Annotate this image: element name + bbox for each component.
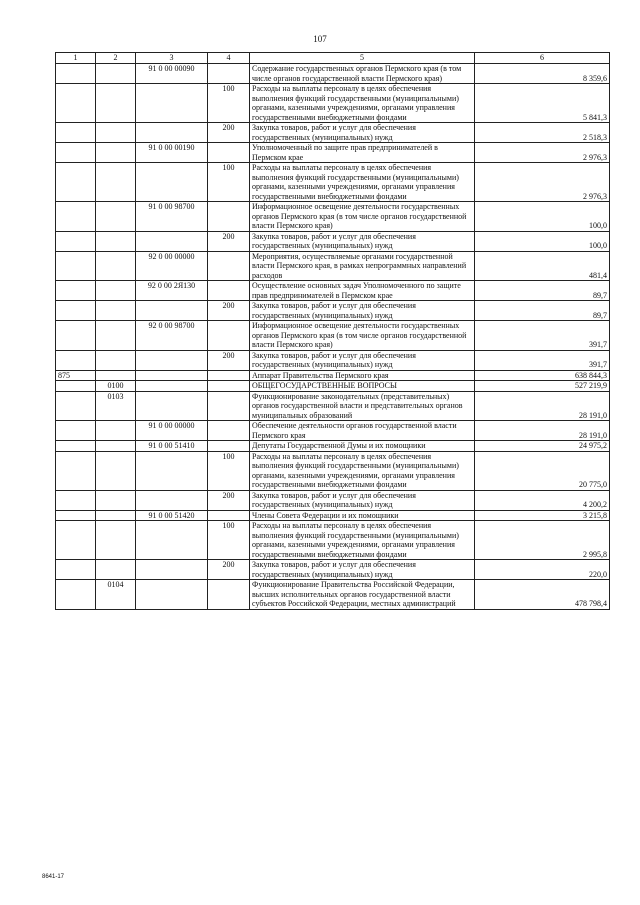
expense-type-cell: 100 <box>208 84 250 123</box>
target-article-cell: 91 0 00 51410 <box>136 441 208 452</box>
amount-cell: 527 219,9 <box>475 381 610 392</box>
expense-type-cell <box>208 202 250 232</box>
expense-type-cell: 200 <box>208 301 250 321</box>
table-row <box>56 451 610 490</box>
description-cell: ОБЩЕГОСУДАРСТВЕННЫЕ ВОПРОСЫ <box>250 381 475 392</box>
subsection-code-cell <box>96 251 136 281</box>
section-code-cell <box>56 350 96 370</box>
target-article-cell <box>136 451 208 490</box>
table-row <box>56 231 610 251</box>
page-number: 107 <box>313 34 327 44</box>
expense-type-cell <box>208 381 250 392</box>
description-cell: Расходы на выплаты персоналу в целях обеспечения выполнения функций государственными (муниципальными) органами, казенными учреждениями, органами управления государственными внебюджетными фондами <box>250 163 475 202</box>
table-row <box>56 490 610 510</box>
target-article-cell <box>136 123 208 143</box>
section-code-cell <box>56 521 96 560</box>
target-article-cell: 92 0 00 2Я130 <box>136 281 208 301</box>
budget-table <box>55 52 610 610</box>
header-cell: 2 <box>96 53 136 64</box>
table-row <box>56 521 610 560</box>
expense-type-cell <box>208 580 250 610</box>
subsection-code-cell <box>96 123 136 143</box>
subsection-code-cell <box>96 370 136 381</box>
table-row <box>56 202 610 232</box>
section-code-cell <box>56 441 96 452</box>
expense-type-cell: 100 <box>208 451 250 490</box>
section-code-cell <box>56 381 96 392</box>
section-code-cell <box>56 510 96 521</box>
target-article-cell <box>136 521 208 560</box>
description-cell: Содержание государственных органов Пермского края (в том числе органов государственной власти Пермского края) <box>250 64 475 84</box>
target-article-cell <box>136 350 208 370</box>
expense-type-cell <box>208 143 250 163</box>
expense-type-cell <box>208 281 250 301</box>
expense-type-cell <box>208 421 250 441</box>
expense-type-cell: 200 <box>208 490 250 510</box>
subsection-code-cell: 0104 <box>96 580 136 610</box>
amount-cell: 2 976,3 <box>475 163 610 202</box>
amount-cell: 89,7 <box>475 281 610 301</box>
description-cell: Депутаты Государственной Думы и их помощники <box>250 441 475 452</box>
description-cell: Осуществление основных задач Уполномоченного по защите прав предпринимателей в Пермском крае <box>250 281 475 301</box>
target-article-cell <box>136 301 208 321</box>
target-article-cell <box>136 580 208 610</box>
amount-cell: 20 775,0 <box>475 451 610 490</box>
table-row <box>56 123 610 143</box>
section-code-cell <box>56 123 96 143</box>
description-cell: Функционирование Правительства Российской Федерации, высших исполнительных органов государственной власти субъектов Российской Федерации, местных администраций <box>250 580 475 610</box>
section-code-cell <box>56 143 96 163</box>
expense-type-cell <box>208 441 250 452</box>
target-article-cell <box>136 163 208 202</box>
header-cell: 4 <box>208 53 250 64</box>
amount-cell: 2 976,3 <box>475 143 610 163</box>
document-code: 8641-17 <box>42 874 65 880</box>
section-code-cell <box>56 202 96 232</box>
table-row <box>56 163 610 202</box>
subsection-code-cell <box>96 163 136 202</box>
target-article-cell: 91 0 00 00190 <box>136 143 208 163</box>
expense-type-cell: 200 <box>208 560 250 580</box>
description-cell: Информационное освещение деятельности государственных органов Пермского края (в том числе органов государственной власти Пермского края) <box>250 321 475 351</box>
target-article-cell <box>136 381 208 392</box>
subsection-code-cell <box>96 490 136 510</box>
table-row <box>56 381 610 392</box>
header-cell: 3 <box>136 53 208 64</box>
target-article-cell <box>136 231 208 251</box>
subsection-code-cell <box>96 301 136 321</box>
amount-cell: 2 995,8 <box>475 521 610 560</box>
table-row <box>56 421 610 441</box>
amount-cell: 8 359,6 <box>475 64 610 84</box>
section-code-cell <box>56 321 96 351</box>
expense-type-cell <box>208 510 250 521</box>
amount-cell: 100,0 <box>475 231 610 251</box>
expense-type-cell: 100 <box>208 163 250 202</box>
subsection-code-cell <box>96 451 136 490</box>
table-row <box>56 510 610 521</box>
amount-cell: 478 798,4 <box>475 580 610 610</box>
section-code-cell <box>56 251 96 281</box>
subsection-code-cell <box>96 84 136 123</box>
section-code-cell <box>56 231 96 251</box>
description-cell: Закупка товаров, работ и услуг для обеспечения государственных (муниципальных) нужд <box>250 350 475 370</box>
section-code-cell <box>56 84 96 123</box>
description-cell: Информационное освещение деятельности государственных органов Пермского края (в том числе органов государственной власти Пермского края) <box>250 202 475 232</box>
amount-cell: 28 191,0 <box>475 391 610 421</box>
target-article-cell <box>136 391 208 421</box>
amount-cell: 89,7 <box>475 301 610 321</box>
subsection-code-cell <box>96 202 136 232</box>
target-article-cell <box>136 370 208 381</box>
subsection-code-cell <box>96 350 136 370</box>
expense-type-cell: 200 <box>208 350 250 370</box>
subsection-code-cell <box>96 560 136 580</box>
target-article-cell: 92 0 00 98700 <box>136 321 208 351</box>
target-article-cell: 91 0 00 51420 <box>136 510 208 521</box>
description-cell: Уполномоченный по защите прав предпринимателей в Пермском крае <box>250 143 475 163</box>
subsection-code-cell <box>96 281 136 301</box>
table-row <box>56 84 610 123</box>
amount-cell: 391,7 <box>475 321 610 351</box>
table-row <box>56 143 610 163</box>
expense-type-cell <box>208 321 250 351</box>
section-code-cell <box>56 391 96 421</box>
expense-type-cell <box>208 64 250 84</box>
description-cell: Обеспечение деятельности органов государственной власти Пермского края <box>250 421 475 441</box>
target-article-cell <box>136 84 208 123</box>
section-code-cell <box>56 451 96 490</box>
expense-type-cell <box>208 391 250 421</box>
subsection-code-cell <box>96 510 136 521</box>
amount-cell: 391,7 <box>475 350 610 370</box>
description-cell: Закупка товаров, работ и услуг для обеспечения государственных (муниципальных) нужд <box>250 301 475 321</box>
header-cell: 6 <box>475 53 610 64</box>
target-article-cell: 91 0 00 00000 <box>136 421 208 441</box>
section-code-cell <box>56 301 96 321</box>
expense-type-cell: 200 <box>208 123 250 143</box>
table-row <box>56 560 610 580</box>
amount-cell: 4 200,2 <box>475 490 610 510</box>
amount-cell: 2 518,3 <box>475 123 610 143</box>
description-cell: Аппарат Правительства Пермского края <box>250 370 475 381</box>
section-code-cell <box>56 163 96 202</box>
description-cell: Мероприятия, осуществляемые органами государственной власти Пермского края, в рамках непрограммных направлений расходов <box>250 251 475 281</box>
subsection-code-cell <box>96 231 136 251</box>
description-cell: Закупка товаров, работ и услуг для обеспечения государственных (муниципальных) нужд <box>250 123 475 143</box>
subsection-code-cell <box>96 64 136 84</box>
target-article-cell: 91 0 00 00090 <box>136 64 208 84</box>
table-row <box>56 321 610 351</box>
table-row <box>56 370 610 381</box>
header-cell: 5 <box>250 53 475 64</box>
description-cell: Закупка товаров, работ и услуг для обеспечения государственных (муниципальных) нужд <box>250 560 475 580</box>
description-cell: Закупка товаров, работ и услуг для обеспечения государственных (муниципальных) нужд <box>250 490 475 510</box>
section-code-cell <box>56 64 96 84</box>
description-cell: Расходы на выплаты персоналу в целях обеспечения выполнения функций государственными (муниципальными) органами, казенными учреждениями, органами управления государственными внебюджетными фондами <box>250 451 475 490</box>
table-row <box>56 391 610 421</box>
subsection-code-cell <box>96 143 136 163</box>
target-article-cell: 91 0 00 98700 <box>136 202 208 232</box>
description-cell: Члены Совета Федерации и их помощники <box>250 510 475 521</box>
amount-cell: 3 215,8 <box>475 510 610 521</box>
amount-cell: 28 191,0 <box>475 421 610 441</box>
expense-type-cell <box>208 370 250 381</box>
table-row <box>56 301 610 321</box>
table-header-row <box>56 53 610 64</box>
subsection-code-cell <box>96 421 136 441</box>
subsection-code-cell: 0100 <box>96 381 136 392</box>
description-cell: Закупка товаров, работ и услуг для обеспечения государственных (муниципальных) нужд <box>250 231 475 251</box>
amount-cell: 100,0 <box>475 202 610 232</box>
header-cell: 1 <box>56 53 96 64</box>
amount-cell: 5 841,3 <box>475 84 610 123</box>
section-code-cell <box>56 560 96 580</box>
table-row <box>56 580 610 610</box>
section-code-cell: 875 <box>56 370 96 381</box>
section-code-cell <box>56 421 96 441</box>
expense-type-cell: 200 <box>208 231 250 251</box>
subsection-code-cell <box>96 441 136 452</box>
table-row <box>56 441 610 452</box>
target-article-cell: 92 0 00 00000 <box>136 251 208 281</box>
table-row <box>56 350 610 370</box>
description-cell: Расходы на выплаты персоналу в целях обеспечения выполнения функций государственными (муниципальными) органами, казенными учреждениями, органами управления государственными внебюджетными фондами <box>250 521 475 560</box>
section-code-cell <box>56 281 96 301</box>
amount-cell: 481,4 <box>475 251 610 281</box>
target-article-cell <box>136 490 208 510</box>
subsection-code-cell <box>96 521 136 560</box>
section-code-cell <box>56 580 96 610</box>
table-row <box>56 281 610 301</box>
amount-cell: 638 844,3 <box>475 370 610 381</box>
table-row <box>56 64 610 84</box>
amount-cell: 220,0 <box>475 560 610 580</box>
expense-type-cell <box>208 251 250 281</box>
subsection-code-cell: 0103 <box>96 391 136 421</box>
subsection-code-cell <box>96 321 136 351</box>
description-cell: Функционирование законодательных (представительных) органов государственной власти и представительных органов муниципальных образований <box>250 391 475 421</box>
expense-type-cell: 100 <box>208 521 250 560</box>
table-row <box>56 251 610 281</box>
amount-cell: 24 975,2 <box>475 441 610 452</box>
section-code-cell <box>56 490 96 510</box>
description-cell: Расходы на выплаты персоналу в целях обеспечения выполнения функций государственными (муниципальными) органами, казенными учреждениями, органами управления государственными внебюджетными фондами <box>250 84 475 123</box>
target-article-cell <box>136 560 208 580</box>
